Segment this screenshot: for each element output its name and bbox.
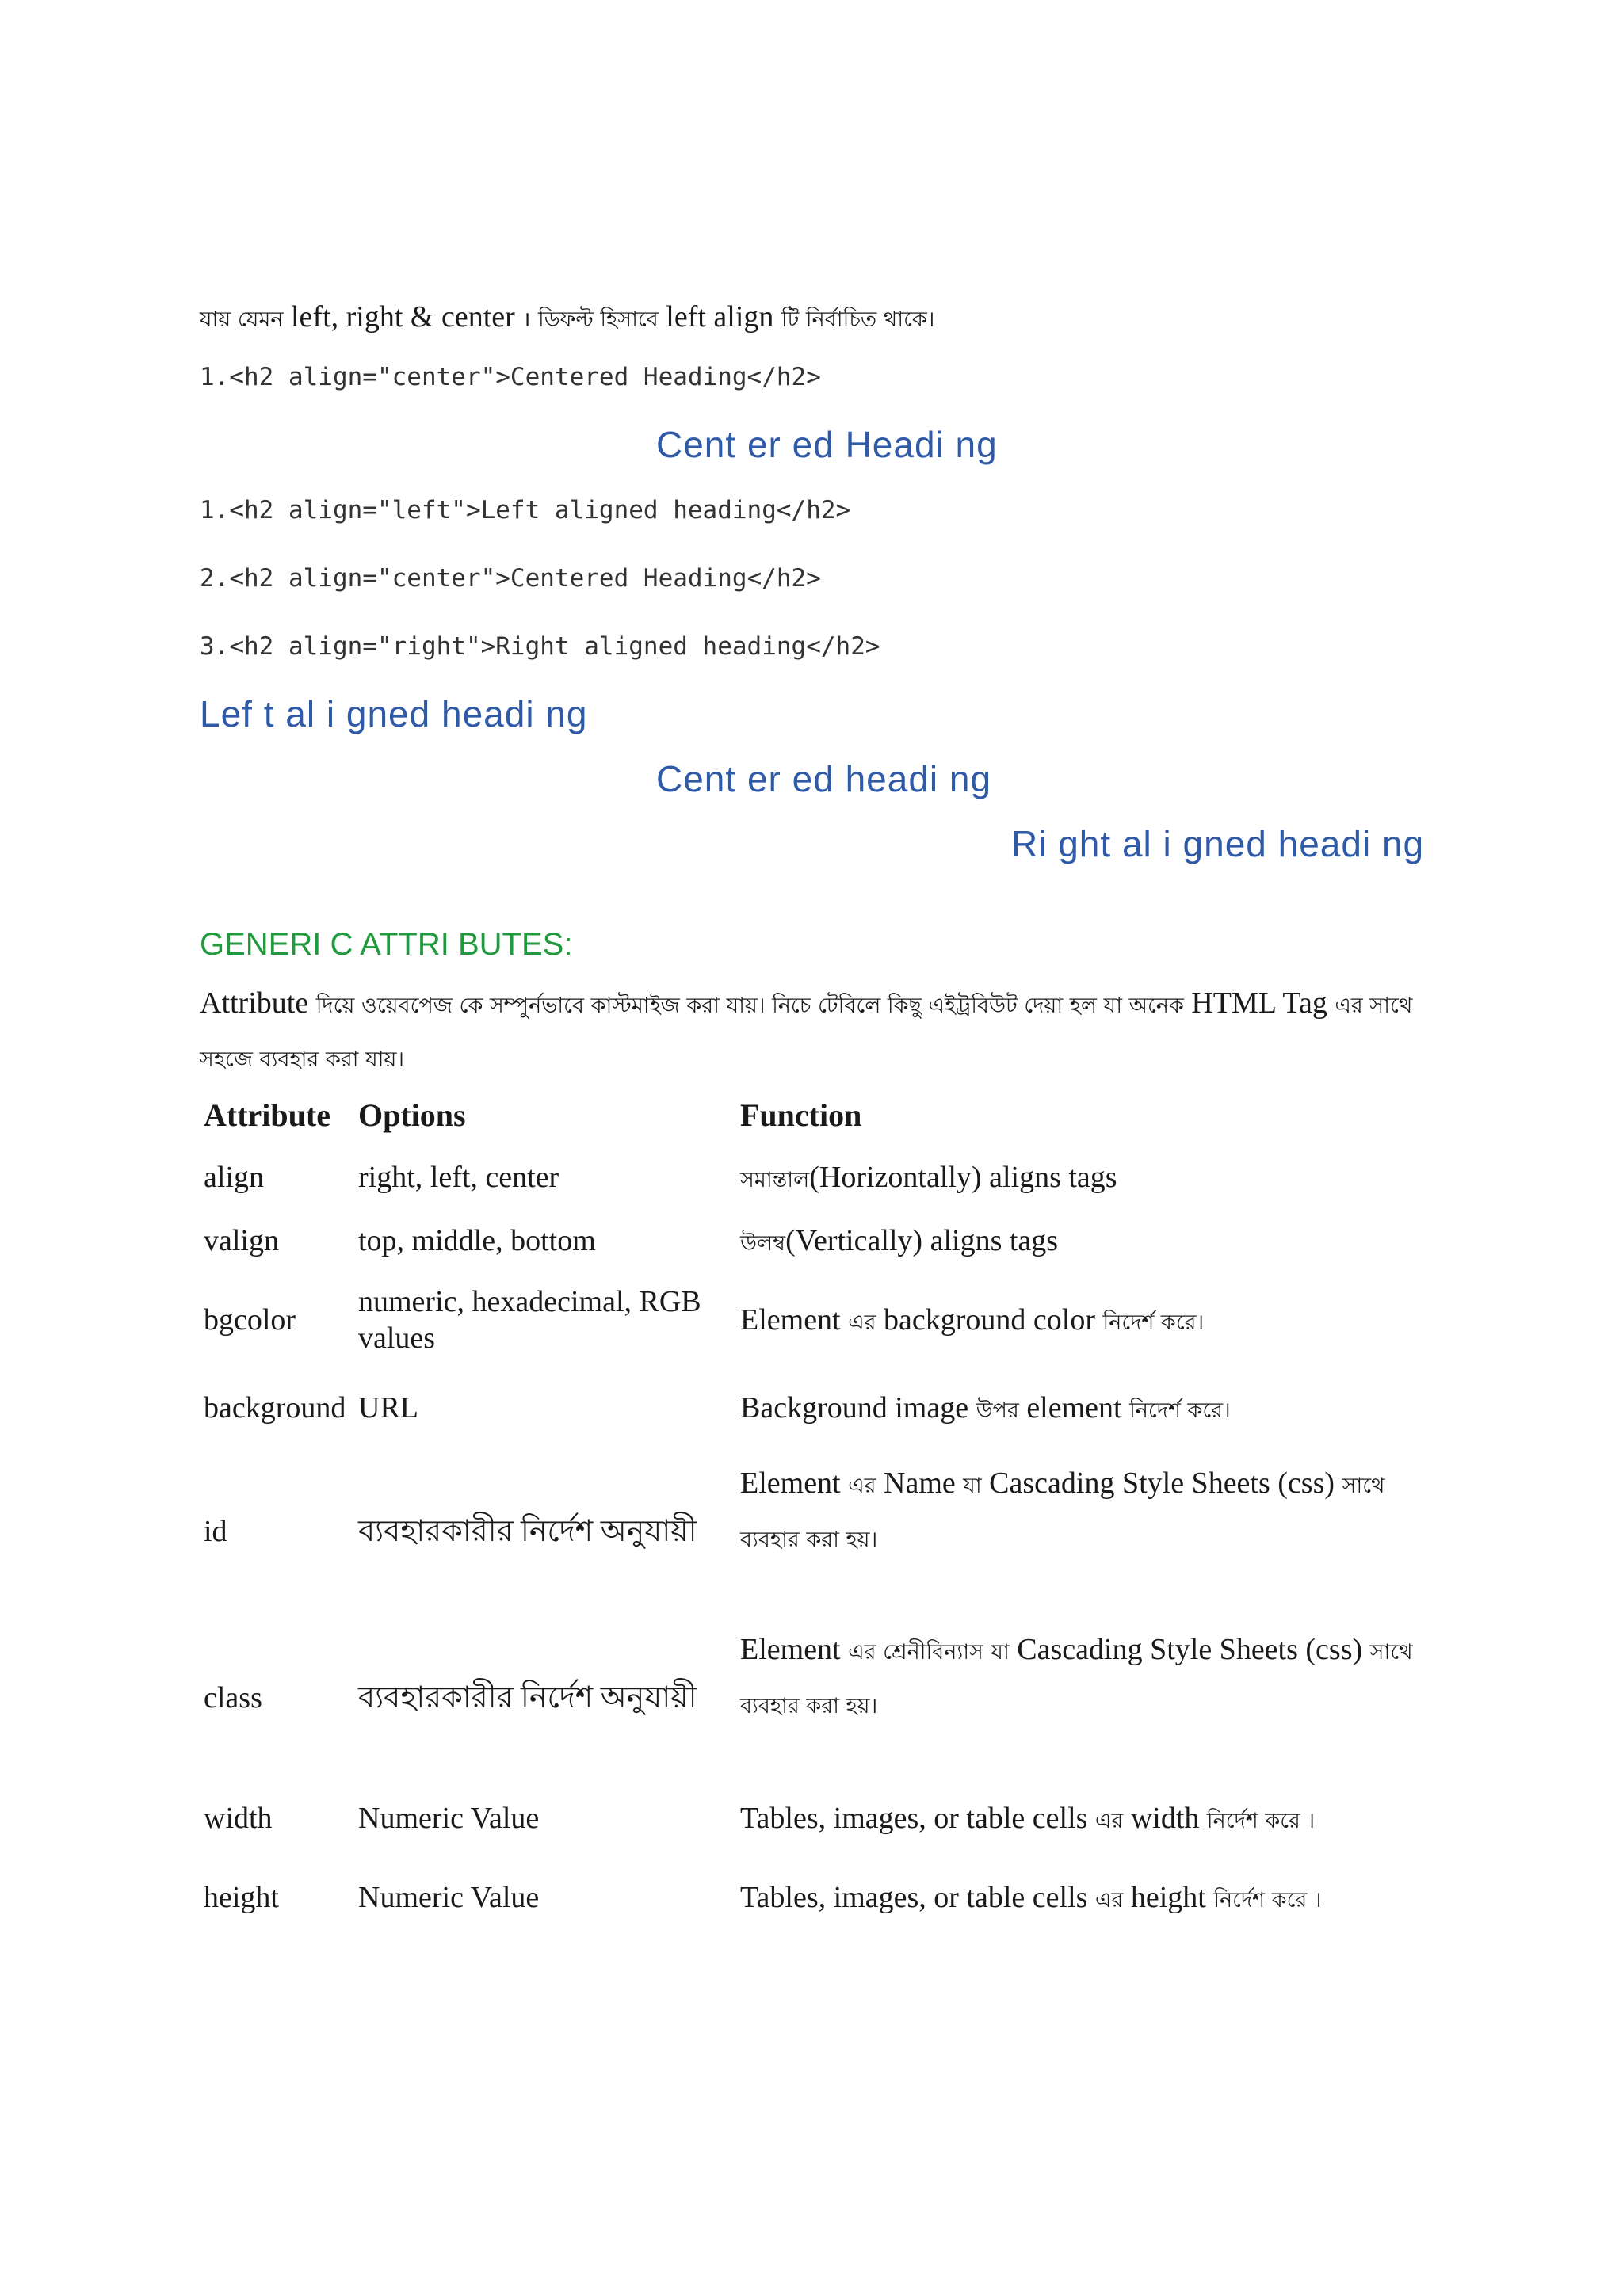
code-line: 3.<h2 align="right">Right aligned heading</h2>: [200, 632, 880, 661]
table-header-function: Function: [740, 1097, 862, 1133]
table-cell-function: [740, 1624, 1438, 1732]
para-en-1: Attribute: [200, 986, 309, 1020]
fn-en: Element: [740, 1633, 841, 1666]
fn-en: Element: [740, 1466, 841, 1500]
fn-en: element: [1026, 1391, 1122, 1425]
fn-bn: এর শ্রেনীবিন্যাস: [848, 1640, 983, 1665]
table-cell-attribute: bgcolor: [204, 1303, 296, 1337]
fn-en: (Horizontally) aligns tags: [809, 1161, 1117, 1194]
code-line: 1.<h2 align="left">Left aligned heading</h2>: [200, 496, 851, 524]
table-cell-options: ব্যবহারকারীর নির্দেশ অনুযায়ী: [358, 1515, 697, 1548]
section-heading: GENERI C ATTRI BUTES:: [200, 927, 573, 962]
table-cell-attribute: id: [204, 1515, 227, 1548]
table-cell-function: [740, 1390, 1231, 1429]
intro-bn-1: যায় যেমন: [200, 307, 284, 332]
section-paragraph: [200, 978, 1444, 1085]
fn-en: Background image: [740, 1391, 969, 1425]
table-cell-options: Numeric Value: [358, 1881, 540, 1914]
fn-en: height: [1130, 1881, 1206, 1914]
table-cell-options: numeric, hexadecimal, RGB values: [358, 1285, 701, 1355]
fn-bn: সাথে ব্যবহার করা হয়।: [740, 1474, 1385, 1552]
intro-separator: ।: [522, 307, 531, 332]
para-en-2: HTML Tag: [1191, 986, 1327, 1020]
table-cell-options: right, left, center: [358, 1161, 559, 1194]
fn-bn: সাথে ব্যবহার করা হয়।: [740, 1640, 1413, 1718]
fn-bn: এর: [848, 1474, 876, 1498]
code-line: 1.<h2 align="center">Centered Heading</h2>: [200, 363, 821, 391]
fn-bn: নির্দেশ করে ।: [1213, 1888, 1322, 1913]
fn-en: (Vertically) aligns tags: [785, 1224, 1059, 1257]
fn-en: Element: [740, 1303, 841, 1337]
fn-en: Name: [884, 1466, 956, 1500]
fn-bn: এর: [1094, 1809, 1124, 1833]
demo-center-heading: Cent er ed headi ng: [656, 758, 992, 799]
fn-bn: সমান্তাল: [740, 1168, 810, 1192]
intro-en-1: left, right & center: [291, 300, 515, 334]
fn-bn: যা: [963, 1474, 982, 1498]
intro-line: [200, 299, 934, 339]
fn-en: Tables, images, or table cells: [740, 1802, 1088, 1835]
fn-bn: নিদের্শ করে।: [1129, 1398, 1231, 1423]
table-cell-function: [740, 1302, 1204, 1341]
table-cell-attribute: background: [204, 1391, 346, 1425]
table-cell-attribute: class: [204, 1681, 262, 1714]
fn-en: Cascading Style Sheets (css): [989, 1466, 1335, 1500]
table-cell-options: ব্যবহারকারীর নির্দেশ অনুযায়ী: [358, 1681, 697, 1714]
fn-en: width: [1130, 1802, 1200, 1835]
table-header-attribute: Attribute: [204, 1097, 330, 1133]
demo-right-heading: Ri ght al i gned headi ng: [1011, 823, 1425, 864]
table-cell-options: URL: [358, 1391, 418, 1425]
table-cell-function: [740, 1222, 1058, 1262]
fn-bn: উলম্ব: [740, 1231, 786, 1256]
table-cell-attribute: height: [204, 1881, 279, 1914]
fn-bn: নির্দেশ করে ।: [1206, 1809, 1316, 1833]
table-cell-options: top, middle, bottom: [358, 1224, 596, 1257]
table-cell-attribute: valign: [204, 1224, 279, 1257]
table-cell-function: [740, 1879, 1322, 1919]
code-line: 2.<h2 align="center">Centered Heading</h2>: [200, 564, 821, 593]
intro-bn-3: টি নির্বাচিত থাকে।: [781, 307, 935, 332]
fn-bn: উপর: [976, 1398, 1019, 1423]
table-cell-options: Numeric Value: [358, 1802, 540, 1835]
table-header-options: Options: [358, 1097, 466, 1133]
fn-en: background color: [884, 1303, 1095, 1337]
intro-bn-2: ডিফল্ট হিসাবে: [538, 307, 659, 332]
table-cell-function: [740, 1458, 1438, 1566]
demo-centered-heading: Cent er ed Headi ng: [656, 424, 998, 465]
fn-bn: এর: [1094, 1888, 1124, 1913]
fn-bn: এর: [848, 1310, 876, 1335]
fn-bn: যা: [991, 1640, 1010, 1665]
fn-en: Tables, images, or table cells: [740, 1881, 1088, 1914]
table-cell-attribute: align: [204, 1161, 264, 1194]
table-cell-function: [740, 1800, 1315, 1840]
demo-left-heading: Lef t al i gned headi ng: [200, 693, 588, 734]
intro-en-2: left align: [666, 300, 774, 334]
table-cell-function: [740, 1159, 1117, 1199]
para-bn-1: দিয়ে ওয়েবপেজ কে সম্পুর্নভাবে কাস্টমাইজ করা যায়। নিচে টেবিলে কিছু এইট্রবিউট দেয়া হল যা অনেক: [315, 994, 1184, 1018]
para-bn-2: এর সাথে সহজে ব্যবহার করা যায়।: [200, 994, 1413, 1072]
fn-en: Cascading Style Sheets (css): [1017, 1633, 1363, 1666]
fn-bn: নিদের্শ করে।: [1102, 1310, 1205, 1335]
table-cell-attribute: width: [204, 1802, 273, 1835]
